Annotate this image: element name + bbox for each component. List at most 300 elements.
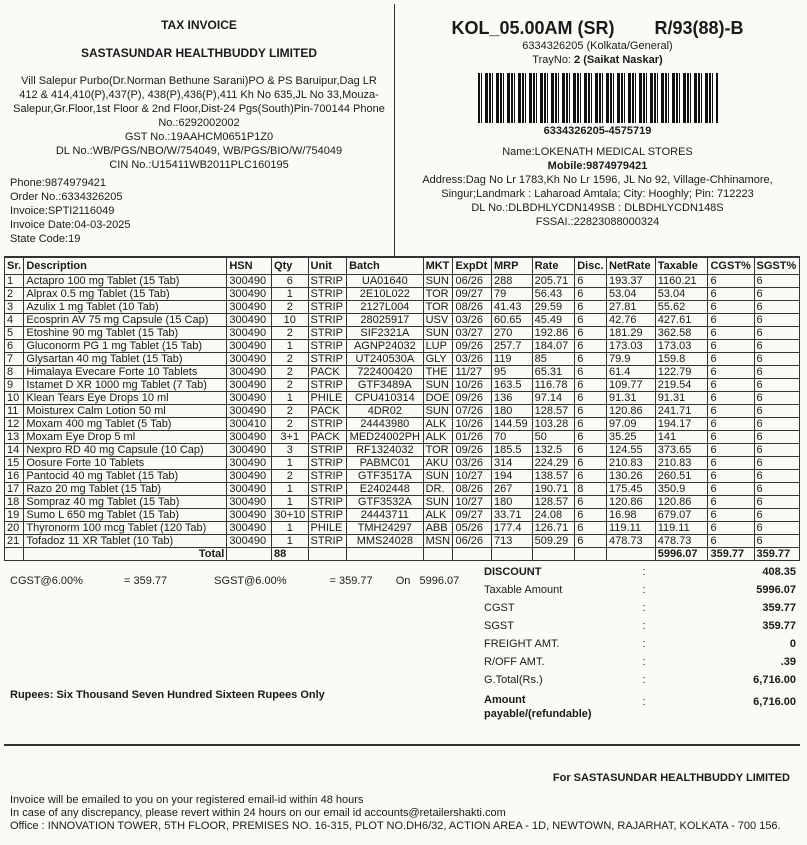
table-cell: 1 xyxy=(5,275,24,288)
table-row xyxy=(5,418,800,431)
table-cell: 45.49 xyxy=(532,314,575,327)
table-cell: 7 xyxy=(5,353,24,366)
table-cell: 6 xyxy=(754,496,800,509)
table-cell: 6 xyxy=(575,496,607,509)
table-cell: 270 xyxy=(492,327,533,340)
table-cell: 6 xyxy=(708,353,754,366)
summary-value: 359.77 xyxy=(762,602,796,614)
table-cell: 119.11 xyxy=(607,522,656,535)
table-row xyxy=(5,522,800,535)
table-cell: 6 xyxy=(708,522,754,535)
table-cell: 10 xyxy=(5,392,24,405)
table-cell: 124.55 xyxy=(607,444,656,457)
table-cell: GTF3517A xyxy=(347,470,423,483)
table-body xyxy=(5,275,800,561)
table-cell: 9 xyxy=(5,379,24,392)
table-cell: 2 xyxy=(272,379,309,392)
table-cell: UT240530A xyxy=(347,353,423,366)
table-cell: 116.78 xyxy=(532,379,575,392)
table-cell: STRIP xyxy=(308,327,347,340)
column-header: HSN xyxy=(227,258,272,275)
table-cell: 03/26 xyxy=(453,353,492,366)
summary-label: Taxable Amount xyxy=(484,584,563,596)
table-cell: SUN xyxy=(423,470,453,483)
column-header: Description xyxy=(24,258,227,275)
table-cell: 300490 xyxy=(227,405,272,418)
table-row xyxy=(5,470,800,483)
table-cell: 6 xyxy=(754,522,800,535)
table-cell: Istamet D XR 1000 mg Tablet (7 Tab) xyxy=(24,379,227,392)
table-row xyxy=(5,509,800,522)
route-rcode: R/93(88)-B xyxy=(654,18,744,38)
table-cell: 6 xyxy=(754,405,800,418)
table-header xyxy=(5,258,800,275)
invoice-header xyxy=(4,4,800,257)
summary-value: 6,716.00 xyxy=(753,696,796,708)
total-cell xyxy=(227,548,272,561)
table-cell: 24443711 xyxy=(347,509,423,522)
summary-colon: : xyxy=(642,620,646,632)
summary-row xyxy=(484,693,796,721)
summary-value: 0 xyxy=(789,638,796,650)
table-cell: 175.45 xyxy=(607,483,656,496)
table-cell: 17 xyxy=(5,483,24,496)
table-cell: STRIP xyxy=(308,509,347,522)
table-cell: MMS24028 xyxy=(347,535,423,548)
table-cell: 8 xyxy=(575,483,607,496)
table-cell: 6 xyxy=(708,405,754,418)
state-code: State Code:19 xyxy=(10,233,81,245)
summary-value: 408.35 xyxy=(762,566,796,578)
table-cell: 679.07 xyxy=(655,509,708,522)
table-cell: STRIP xyxy=(308,288,347,301)
table-cell: ALK xyxy=(423,418,453,431)
table-cell: 210.83 xyxy=(607,457,656,470)
table-cell: 6 xyxy=(575,314,607,327)
table-cell: 5 xyxy=(5,327,24,340)
summary-row xyxy=(484,563,796,581)
table-cell: 6 xyxy=(575,509,607,522)
table-cell: 300490 xyxy=(227,431,272,444)
table-cell: Gluconorm PG 1 mg Tablet (15 Tab) xyxy=(24,340,227,353)
table-cell: 1 xyxy=(272,457,309,470)
sgst-amount: = 359.77 xyxy=(329,575,373,587)
table-cell: 260.51 xyxy=(655,470,708,483)
table-cell: Alprax 0.5 mg Tablet (15 Tab) xyxy=(24,288,227,301)
table-cell: 6 xyxy=(575,301,607,314)
table-cell: 11/27 xyxy=(453,366,492,379)
table-cell: 300490 xyxy=(227,470,272,483)
table-cell: 3 xyxy=(272,444,309,457)
table-cell: 53.04 xyxy=(655,288,708,301)
table-cell: Nexpro RD 40 mg Capsule (10 Cap) xyxy=(24,444,227,457)
table-cell: 193.37 xyxy=(607,275,656,288)
table-cell: 119.11 xyxy=(655,522,708,535)
table-cell: 130.26 xyxy=(607,470,656,483)
total-cell xyxy=(347,548,423,561)
seller-address: Vill Salepur Purbo(Dr.Norman Bethune Sarani)PO & PS Baruipur,Dag LR 412 & 414,410(P),437(P), 438(P),436(P),411 Kh No 635,JL No 33,Mouza-Salepur,Gr.Floor,1st Floor & 2nd Floor,Dist-24 Pgs(South)Pin-700144 Phone No.:6292002002 xyxy=(13,75,385,129)
table-cell: TOR xyxy=(423,444,453,457)
table-cell: 1 xyxy=(272,483,309,496)
table-cell: 6 xyxy=(754,353,800,366)
table-cell: 1 xyxy=(272,340,309,353)
table-cell: 6 xyxy=(708,327,754,340)
table-cell: 08/26 xyxy=(453,301,492,314)
table-cell: STRIP xyxy=(308,483,347,496)
table-cell: 6 xyxy=(754,535,800,548)
table-cell: 300490 xyxy=(227,327,272,340)
table-cell: PHILE xyxy=(308,392,347,405)
table-cell: 314 xyxy=(492,457,533,470)
table-cell: 122.79 xyxy=(655,366,708,379)
table-cell: 41.43 xyxy=(492,301,533,314)
table-cell: 6 xyxy=(754,509,800,522)
table-cell: 300490 xyxy=(227,288,272,301)
table-cell: Moisturex Calm Lotion 50 ml xyxy=(24,405,227,418)
summary-row xyxy=(484,581,796,599)
invoice-title: TAX INVOICE xyxy=(161,18,237,32)
customer-address-1: Address:Dag No Lr 1783,Kh No Lr 1596, JL No 92, Village-Chhinamore, xyxy=(422,174,773,186)
table-cell: 722400420 xyxy=(347,366,423,379)
table-cell: PACK xyxy=(308,366,347,379)
total-cell xyxy=(492,548,533,561)
column-header: MKT xyxy=(423,258,453,275)
table-cell: 103.28 xyxy=(532,418,575,431)
summary-colon: : xyxy=(642,638,646,650)
total-cell xyxy=(308,548,347,561)
table-cell: 95 xyxy=(492,366,533,379)
table-cell: 15 xyxy=(5,457,24,470)
table-cell: 300490 xyxy=(227,483,272,496)
column-header: Sr. xyxy=(5,258,24,275)
table-cell: Thyronorm 100 mcg Tablet (120 Tab) xyxy=(24,522,227,535)
table-cell: 6 xyxy=(754,314,800,327)
table-row xyxy=(5,379,800,392)
table-cell: PACK xyxy=(308,431,347,444)
table-row xyxy=(5,431,800,444)
table-cell: 109.77 xyxy=(607,379,656,392)
table-cell: STRIP xyxy=(308,535,347,548)
table-cell: 6 xyxy=(708,392,754,405)
tray-value: 2 (Saikat Naskar) xyxy=(574,54,663,66)
table-cell: 21 xyxy=(5,535,24,548)
table-cell: 6 xyxy=(575,431,607,444)
table-cell: E2402448 xyxy=(347,483,423,496)
total-cell: Total xyxy=(24,548,227,561)
summary-label: DISCOUNT xyxy=(484,566,542,578)
footer xyxy=(10,794,790,833)
table-cell: PACK xyxy=(308,405,347,418)
summary-value: 6,716.00 xyxy=(753,674,796,686)
table-cell: MSN xyxy=(423,535,453,548)
table-cell: 6 xyxy=(575,366,607,379)
table-cell: Sumo L 650 mg Tablet (15 Tab) xyxy=(24,509,227,522)
column-header: Disc. xyxy=(575,258,607,275)
table-cell: 2E10L022 xyxy=(347,288,423,301)
table-cell: 159.8 xyxy=(655,353,708,366)
table-cell: ALK xyxy=(423,431,453,444)
summary-colon: : xyxy=(642,674,646,686)
table-cell: 1 xyxy=(272,496,309,509)
table-cell: 6 xyxy=(708,366,754,379)
table-cell: 16 xyxy=(5,470,24,483)
table-row xyxy=(5,340,800,353)
table-cell: STRIP xyxy=(308,379,347,392)
table-cell: 10/27 xyxy=(453,496,492,509)
table-cell: 224.29 xyxy=(532,457,575,470)
table-cell: 180 xyxy=(492,496,533,509)
column-header: MRP xyxy=(492,258,533,275)
total-cell xyxy=(532,548,575,561)
table-cell: 6 xyxy=(754,288,800,301)
totals-box xyxy=(484,563,796,721)
summary-value: .39 xyxy=(780,656,796,668)
table-cell: 09/26 xyxy=(453,444,492,457)
table-cell: 6 xyxy=(708,340,754,353)
table-cell: 65.31 xyxy=(532,366,575,379)
table-cell: 6 xyxy=(754,444,800,457)
table-cell: 6 xyxy=(272,275,309,288)
table-cell: Ecosprin AV 75 mg Capsule (15 Cap) xyxy=(24,314,227,327)
column-header: SGST% xyxy=(754,258,800,275)
summary-label: Amount payable/(refundable) xyxy=(484,694,592,720)
table-row xyxy=(5,483,800,496)
table-row xyxy=(5,496,800,509)
table-cell: STRIP xyxy=(308,275,347,288)
table-cell: 50 xyxy=(532,431,575,444)
items-table xyxy=(4,257,800,561)
table-cell: 6 xyxy=(708,275,754,288)
column-header: NetRate xyxy=(607,258,656,275)
table-cell: 6 xyxy=(575,392,607,405)
table-cell: 6 xyxy=(708,457,754,470)
table-cell: SIF2321A xyxy=(347,327,423,340)
table-cell: 2 xyxy=(272,418,309,431)
total-cell: 5996.07 xyxy=(655,548,708,561)
table-cell: 267 xyxy=(492,483,533,496)
table-cell: SUN xyxy=(423,327,453,340)
table-cell: 42.76 xyxy=(607,314,656,327)
table-cell: 126.71 xyxy=(532,522,575,535)
table-cell: 6 xyxy=(708,379,754,392)
table-cell: 192.86 xyxy=(532,327,575,340)
total-cell xyxy=(453,548,492,561)
table-cell: Oosure Forte 10 Tablets xyxy=(24,457,227,470)
table-cell: 6 xyxy=(754,327,800,340)
table-cell: 30+10 xyxy=(272,509,309,522)
table-row xyxy=(5,535,800,548)
table-cell: TMH24297 xyxy=(347,522,423,535)
table-cell: 33.71 xyxy=(492,509,533,522)
table-cell: 194 xyxy=(492,470,533,483)
table-cell: 6 xyxy=(708,496,754,509)
summary-row xyxy=(484,671,796,689)
order-number: Order No.:6334326205 xyxy=(10,191,123,203)
table-cell: AKU xyxy=(423,457,453,470)
table-cell: 03/27 xyxy=(453,327,492,340)
table-cell: STRIP xyxy=(308,314,347,327)
table-cell: 2 xyxy=(272,327,309,340)
table-cell: 6 xyxy=(575,522,607,535)
summary-colon: : xyxy=(642,656,646,668)
order-line: 6334326205 (Kolkata/General) xyxy=(522,40,673,52)
table-cell: 2 xyxy=(272,470,309,483)
table-cell: 300410 xyxy=(227,418,272,431)
table-cell: Actapro 100 mg Tablet (15 Tab) xyxy=(24,275,227,288)
table-cell: 6 xyxy=(708,444,754,457)
table-cell: 79 xyxy=(492,288,533,301)
column-header: Qty xyxy=(272,258,309,275)
table-cell: 300490 xyxy=(227,301,272,314)
table-row xyxy=(5,457,800,470)
table-cell: 6 xyxy=(754,301,800,314)
table-cell: 6 xyxy=(575,535,607,548)
summary-colon: : xyxy=(642,696,646,708)
customer-details xyxy=(395,145,800,229)
table-cell: Moxam 400 mg Tablet (5 Tab) xyxy=(24,418,227,431)
table-cell: Klean Tears Eye Drops 10 ml xyxy=(24,392,227,405)
table-row xyxy=(5,327,800,340)
table-cell: 09/27 xyxy=(453,509,492,522)
table-cell: GTF3532A xyxy=(347,496,423,509)
table-row xyxy=(5,444,800,457)
table-cell: 10 xyxy=(272,314,309,327)
invoice-page xyxy=(4,4,800,838)
table-cell: 128.57 xyxy=(532,405,575,418)
table-cell: 136 xyxy=(492,392,533,405)
summary-row xyxy=(484,653,796,671)
table-cell: 24.08 xyxy=(532,509,575,522)
route-code xyxy=(395,18,800,39)
seller-cin: CIN No.:U15411WB2011PLC160195 xyxy=(109,159,289,171)
table-cell: GLY xyxy=(423,353,453,366)
table-cell: 6 xyxy=(575,340,607,353)
table-cell: 6 xyxy=(575,275,607,288)
table-row xyxy=(5,275,800,288)
table-cell: 03/26 xyxy=(453,457,492,470)
customer-mobile: Mobile:9874979421 xyxy=(547,160,648,172)
customer-address-2: Singur;Landmark : Laharoad Amtala; City: Hooghly; Pin: 712223 xyxy=(441,188,754,200)
customer-dl: DL No.:DLBDHLYCDN149SB : DLBDHLYCDN148S xyxy=(471,202,724,214)
table-cell: 205.71 xyxy=(532,275,575,288)
table-cell: 300490 xyxy=(227,353,272,366)
table-cell: 185.5 xyxy=(492,444,533,457)
summary-row xyxy=(484,599,796,617)
table-cell: 6 xyxy=(708,418,754,431)
table-cell: 713 xyxy=(492,535,533,548)
summary-label: R/OFF AMT. xyxy=(484,656,545,668)
table-cell: 2 xyxy=(272,366,309,379)
table-cell: 144.59 xyxy=(492,418,533,431)
table-cell: 60.65 xyxy=(492,314,533,327)
table-cell: 70 xyxy=(492,431,533,444)
table-cell: 219.54 xyxy=(655,379,708,392)
summary-colon: : xyxy=(642,584,646,596)
table-cell: STRIP xyxy=(308,418,347,431)
table-cell: 300490 xyxy=(227,314,272,327)
table-cell: 19 xyxy=(5,509,24,522)
table-cell: 120.86 xyxy=(607,405,656,418)
table-cell: 3+1 xyxy=(272,431,309,444)
table-cell: TOR xyxy=(423,288,453,301)
cgst-amount: = 359.77 xyxy=(123,575,168,587)
table-cell: 4 xyxy=(5,314,24,327)
table-cell: 97.14 xyxy=(532,392,575,405)
column-header: Batch xyxy=(347,258,423,275)
table-cell: 1160.21 xyxy=(655,275,708,288)
table-cell: STRIP xyxy=(308,444,347,457)
total-cell xyxy=(423,548,453,561)
table-cell: 6 xyxy=(754,392,800,405)
table-row xyxy=(5,314,800,327)
table-cell: STRIP xyxy=(308,470,347,483)
table-cell: 10/26 xyxy=(453,418,492,431)
table-cell: 6 xyxy=(708,431,754,444)
table-cell: Himalaya Evecare Forte 10 Tablets xyxy=(24,366,227,379)
table-cell: 08/26 xyxy=(453,483,492,496)
invoice-date: Invoice Date:04-03-2025 xyxy=(10,219,131,231)
total-cell xyxy=(5,548,24,561)
table-cell: 141 xyxy=(655,431,708,444)
summary-value: 359.77 xyxy=(762,620,796,632)
table-cell: 6 xyxy=(5,340,24,353)
footer-email-note: Invoice will be emailed to you on your registered email-id within 48 hours xyxy=(10,794,364,806)
table-cell: 4DR02 xyxy=(347,405,423,418)
table-cell: 210.83 xyxy=(655,457,708,470)
summary-label: SGST xyxy=(484,620,514,632)
table-cell: 56.43 xyxy=(532,288,575,301)
table-cell: TOR xyxy=(423,301,453,314)
table-cell: 6 xyxy=(708,301,754,314)
gst-summary xyxy=(10,575,459,587)
table-cell: Etoshine 90 mg Tablet (15 Tab) xyxy=(24,327,227,340)
table-cell: 6 xyxy=(754,431,800,444)
divider xyxy=(4,744,800,746)
table-cell: 6 xyxy=(708,483,754,496)
table-cell: 6 xyxy=(754,366,800,379)
table-cell: 173.03 xyxy=(607,340,656,353)
table-cell: 362.58 xyxy=(655,327,708,340)
table-cell: 177.4 xyxy=(492,522,533,535)
table-cell: Azulix 1 mg Tablet (10 Tab) xyxy=(24,301,227,314)
route-kol: KOL_05.00AM (SR) xyxy=(451,18,615,38)
table-cell: Pantocid 40 mg Tablet (15 Tab) xyxy=(24,470,227,483)
table-cell: 6 xyxy=(708,509,754,522)
table-cell: 300490 xyxy=(227,509,272,522)
total-cell: 88 xyxy=(272,548,309,561)
column-header: CGST% xyxy=(708,258,754,275)
table-cell: 6 xyxy=(754,379,800,392)
table-cell: 1 xyxy=(272,522,309,535)
table-cell: LUP xyxy=(423,340,453,353)
table-cell: 6 xyxy=(754,340,800,353)
phone: Phone:9874979421 xyxy=(10,177,107,189)
table-cell: 2 xyxy=(272,405,309,418)
barcode-number: 6334326205-4575719 xyxy=(543,125,652,137)
table-cell: 6 xyxy=(575,418,607,431)
table-cell: 2 xyxy=(5,288,24,301)
table-cell: Glysartan 40 mg Tablet (15 Tab) xyxy=(24,353,227,366)
on-label: On xyxy=(395,575,411,587)
table-cell: STRIP xyxy=(308,496,347,509)
order-meta xyxy=(10,176,130,246)
table-cell: 11 xyxy=(5,405,24,418)
table-cell: STRIP xyxy=(308,340,347,353)
table-cell: 288 xyxy=(492,275,533,288)
table-cell: 6 xyxy=(575,470,607,483)
table-cell: 09/27 xyxy=(453,288,492,301)
table-cell: 97.09 xyxy=(607,418,656,431)
